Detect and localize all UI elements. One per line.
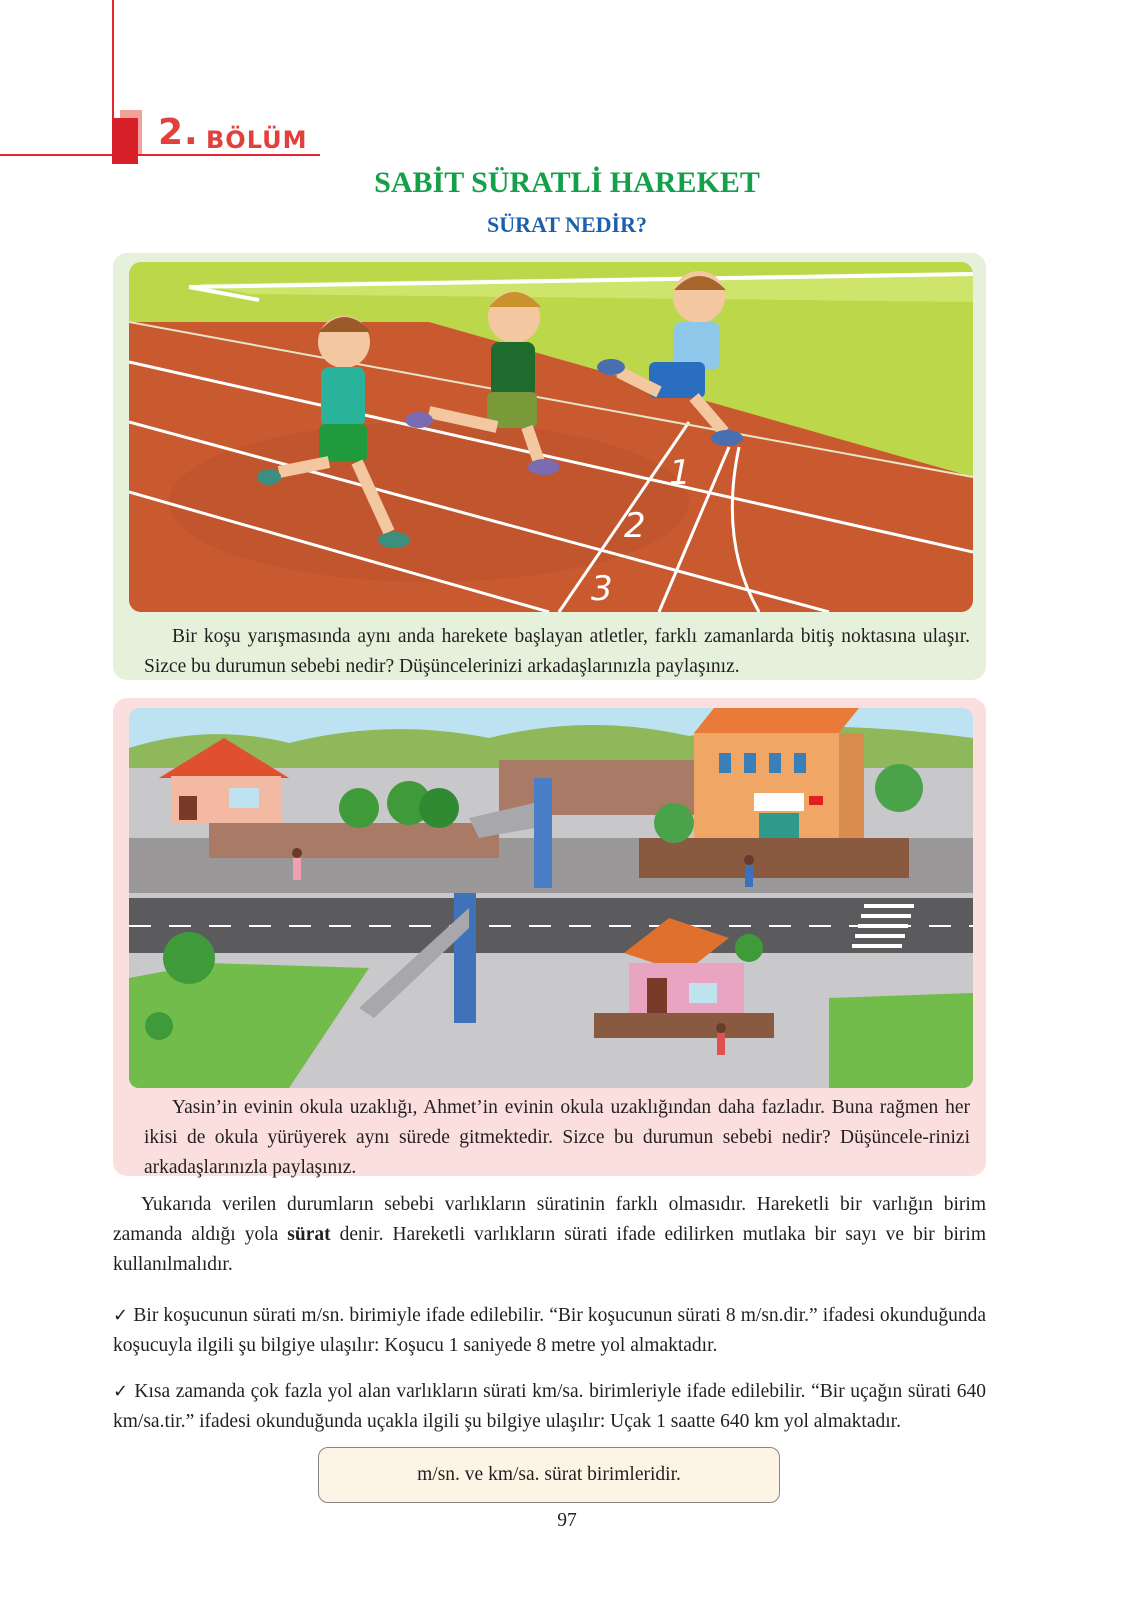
- school-caption: Yasin’in evinin okula uzaklığı, Ahmet’in evinin okula uzaklığından daha fazladır. Buna rağmen her ikisi de okula yürüyerek aynı sürede gitmektedir. Sizce bu durumun sebebi nedir? Düşüncele-rinizi arkadaşlarınızla paylaşınız.: [144, 1097, 970, 1178]
- lane-number-2: 2: [624, 506, 646, 546]
- race-caption: Bir koşu yarışmasında aynı anda harekete başlayan atletler, farklı zamanlarda bitiş noktasına ulaşır. Sizce bu durumun sebebi nedir? Düşüncelerinizi arkadaşlarınızla paylaşınız.: [144, 626, 970, 677]
- checkmark-icon: ✓: [113, 1305, 129, 1326]
- chapter-number: 2.: [158, 112, 199, 153]
- bullet-text: Bir koşucunun sürati m/sn. birimiyle ifade edilebilir. “Bir koşucunun sürati 8 m/sn.dir.” ifadesi okunduğunda koşucuyla ilgili şu bilgiye ulaşılır: Koşucu 1 saniyede 8 metre yol almaktadır.: [113, 1305, 986, 1356]
- page-number: 97: [557, 1510, 577, 1531]
- checkmark-icon: ✓: [113, 1381, 129, 1402]
- lane-number-3: 3: [591, 569, 613, 609]
- info-note-box: m/sn. ve km/sa. sürat birimleridir.: [318, 1447, 780, 1503]
- race-illustration: [129, 262, 973, 612]
- page-title: SABİT SÜRATLİ HAREKET: [374, 166, 760, 199]
- chapter-marker: [112, 118, 138, 164]
- bullet-item: [113, 1377, 986, 1437]
- definition-text-after: denir. Hareketli varlıkların sürati ifade edilirken mutlaka bir sayı ve bir birim kullanılmalıdır.: [113, 1224, 986, 1275]
- term-surat: sürat: [287, 1224, 331, 1245]
- school-illustration: [129, 708, 973, 1088]
- bullet-text: Kısa zamanda çok fazla yol alan varlıkların sürati km/sa. birimleriyle ifade edilebilir. “Bir uçağın sürati 640 km/sa.tir.” ifadesi okunduğunda uçakla ilgili şu bilgiye ulaşılır: Uçak 1 saatte 640 km yol almaktadır.: [113, 1381, 986, 1432]
- definition-text-before: Yukarıda verilen durumların sebebi varlıkların süratinin farklı olmasıdır. Hareketli bir varlığın birim zamanda aldığı yola: [113, 1194, 986, 1245]
- chapter-label: BÖLÜM: [206, 126, 308, 154]
- bullet-item: [113, 1301, 986, 1361]
- chapter-underline: [0, 154, 320, 156]
- definition-paragraph: [113, 1190, 986, 1280]
- lane-number-1: 1: [669, 453, 691, 493]
- section-subtitle: SÜRAT NEDİR?: [487, 212, 647, 237]
